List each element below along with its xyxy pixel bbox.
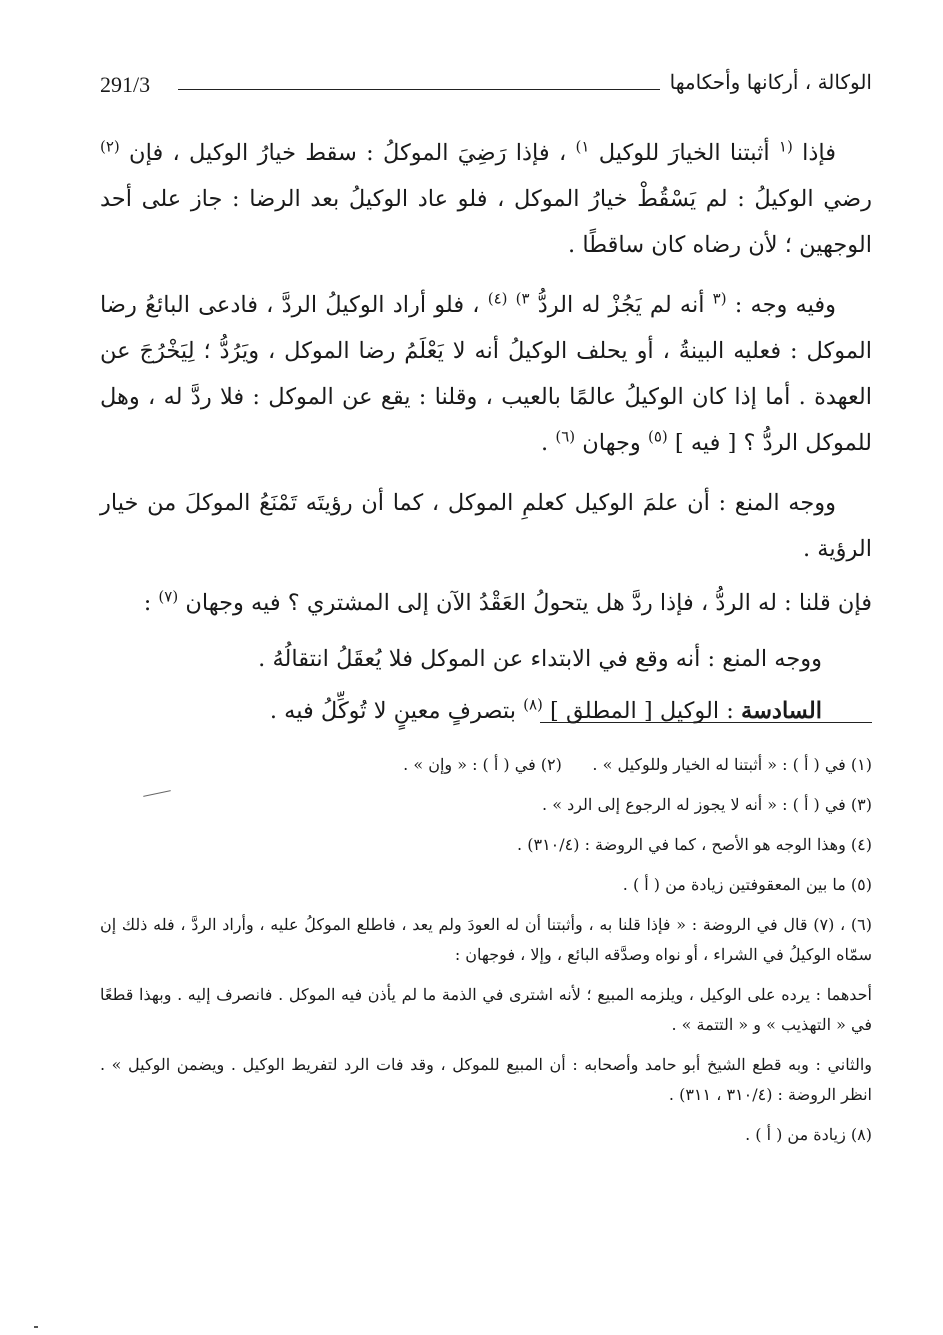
text-run: : الوكيل [ المطلق ] bbox=[542, 698, 742, 724]
text-run: ووجه المنع : أن علمَ الوكيل كعلمِ الموكل ، كما أن رؤيتَه تَمْنَعُ الموكلَ من خيار الرؤية . bbox=[100, 490, 872, 562]
running-title: الوكالة ، أركانها وأحكامها bbox=[669, 70, 872, 94]
text-run: فإذا bbox=[792, 140, 836, 166]
paragraph: ووجه المنع : أنه وقع في الابتداء عن الموكل فلا يُعقَلُ انتقالُهُ . bbox=[258, 646, 822, 672]
text-run: أثبتنا الخيارَ للوكيل bbox=[589, 140, 779, 166]
footnote-marker: (٦) bbox=[555, 427, 576, 446]
text-run: فإن قلنا : له الردُّ ، فإذا ردَّ هل يتحولُ العَقْدُ الآن إلى المشتري ؟ فيه وجهان bbox=[178, 590, 872, 616]
footnote-marker: (٥) bbox=[647, 427, 668, 446]
footnote-continuation: أحدهما : يرده على الوكيل ، ويلزمه المبيع ؛ لأنه اشترى في الذمة ما لم يأذن فيه الموكل . فانصرف إليه . وبهذا قطعًا في « التهذيب » و « التتمة » . bbox=[100, 985, 872, 1034]
text-run: ، فلو أراد الوكيلُ الردَّ ، فادعى البائعُ رضا الموكل : فعليه البينةُ ، أو يحلف الوكيلُ أنه لا يَعْلَمُ رضا الموكل ، ويَرُدُّ ؛ لِيَخْرُجَ عن العهدة . أما إذا كان الوكيلُ عالمًا بالعيب ، وقلنا : يقع عن الموكل : فلا ردَّ له ، وهل للموكل الردُّ ؟ [ فيه ] bbox=[100, 292, 872, 456]
footnote-marker: ٣) bbox=[515, 289, 530, 308]
footnote: (٣) في ( أ ) : « أنه لا يجوز له الرجوع إلى الرد » . bbox=[542, 795, 872, 814]
paragraph bbox=[100, 580, 872, 626]
page-number: 291/3 bbox=[100, 72, 151, 97]
footnote: (٥) ما بين المعقوفتين زيادة من ( أ ) . bbox=[622, 875, 872, 894]
footnote: (١) في ( أ ) : « أثبتنا له الخيار وللوكيل » . (٢) في ( أ ) : « وإن » . bbox=[403, 755, 872, 774]
footnote-marker: (٧) bbox=[158, 587, 179, 606]
page-header bbox=[100, 70, 872, 104]
footnote-marker: (٢) bbox=[100, 137, 120, 156]
footnote-marker: (٨) bbox=[523, 695, 543, 714]
text-run: أنه لم يَجُزْ له الردُّ bbox=[529, 292, 713, 318]
footnote: (٤) وهذا الوجه هو الأصح ، كما في الروضة : (٣١٠/٤) . bbox=[517, 835, 872, 854]
stray-dot bbox=[34, 1326, 38, 1328]
paragraph bbox=[100, 130, 872, 268]
footnote-separator bbox=[540, 722, 872, 723]
footnote: (٨) زيادة من ( أ ) . bbox=[745, 1125, 872, 1144]
footnotes bbox=[100, 750, 872, 1160]
footnote-marker: (٤) bbox=[487, 289, 508, 308]
text-run: بتصرفٍ معينٍ لا تُوكِّلُ فيه . bbox=[269, 698, 524, 724]
paragraph bbox=[100, 282, 872, 466]
main-text bbox=[100, 130, 872, 734]
footnote-continuation: والثاني : وبه قطع الشيخ أبو حامد وأصحابه : أن المبيع للموكل ، وقد فات الرد لتفريط الوكيل . ويضمن الوكيل » . انظر الروضة : (٣١٠/٤ ، ٣١١) . bbox=[100, 1055, 872, 1104]
footnote-marker: ١) bbox=[575, 137, 590, 156]
footnote-marker: (١ bbox=[778, 137, 793, 156]
text-run: وجهان bbox=[575, 430, 648, 456]
text-run: : bbox=[143, 590, 159, 616]
text-run: رضي الوكيلُ : لم يَسْقُطْ خيارُ الموكل ، فلو عاد الوكيلُ بعد الرضا : جاز على أحد الوجهين ؛ لأن رضاه كان ساقطًا . bbox=[100, 186, 872, 258]
footnote-marker: (٣ bbox=[712, 289, 727, 308]
section-heading: السادسة bbox=[741, 698, 822, 724]
paragraph bbox=[100, 480, 872, 572]
footnote: (٦) ، (٧) قال في الروضة : « فإذا قلنا به ، وأثبتنا أن له العودَ ولم يعد ، فاطلع الموكلُ عليه ، وأراد الردَّ ، فله ذلك إن سمّاه الوكيلُ في الشراء ، أو نواه وصدَّقه البائع ، وإلا ، فوجهان : bbox=[100, 915, 872, 964]
text-run: وفيه وجه : bbox=[726, 292, 836, 318]
text-run: . bbox=[541, 430, 556, 456]
header-rule bbox=[178, 89, 660, 90]
section-paragraph bbox=[100, 688, 872, 734]
text-run: ، فإذا رَضِيَ الموكلُ : سقط خيارُ الوكيل ، فإن bbox=[119, 140, 576, 166]
